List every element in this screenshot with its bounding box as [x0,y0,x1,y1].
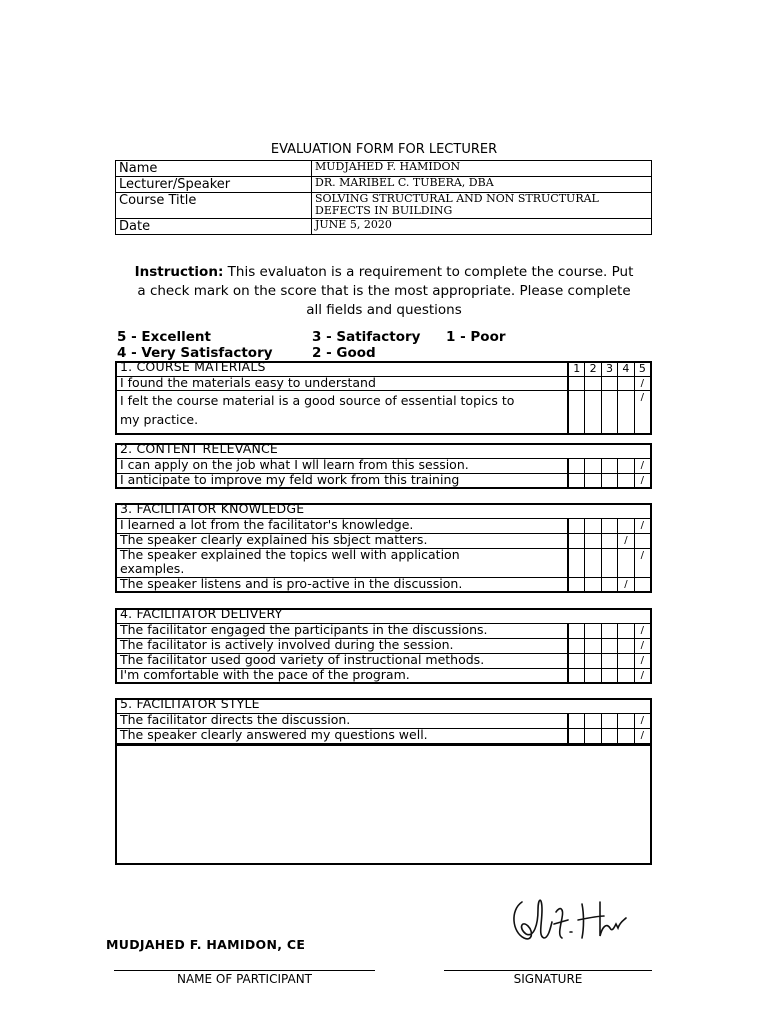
score-cell-3[interactable] [601,639,617,653]
score-header: 5 [634,363,650,376]
question-row [117,391,650,433]
question-text: The speaker explained the topics well with application examples. [120,547,460,576]
score-cell-3[interactable] [601,729,617,743]
score-cell-4[interactable] [617,474,633,487]
score-cell-5[interactable] [634,654,650,668]
question-text: I'm comfortable with the pace of the program. [120,667,410,682]
question-row [117,578,650,591]
instruction-label: Instruction: [134,264,224,280]
score-cell-4[interactable] [617,639,633,653]
score-cell-2[interactable] [584,377,600,390]
score-header-cells [567,363,650,376]
score-cells [567,474,650,487]
score-cell-4[interactable] [617,714,633,728]
section-facilitator-delivery [115,608,652,684]
question-text: I felt the course material is a good source of essential topics to my practice. [120,393,515,427]
signature-stroke-1 [514,900,552,939]
score-cell-4[interactable] [617,578,633,591]
legend-poor: 1 - Poor [446,329,506,345]
check-mark: / [640,730,645,741]
score-cell-5[interactable] [634,624,650,638]
question-text: The facilitator is actively involved during the session. [120,637,454,652]
score-cells [567,639,650,653]
question-text: I learned a lot from the facilitator's knowledge. [120,517,414,532]
signature-caption: SIGNATURE [513,972,583,986]
score-cells [567,714,650,728]
score-cell-4[interactable] [617,549,633,577]
participant-name: MUDJAHED F. HAMIDON, CE [106,937,306,952]
score-cell-4[interactable] [617,624,633,638]
score-cell-3[interactable] [601,519,617,533]
score-header: 4 [617,363,633,376]
score-cell-5[interactable] [634,578,650,591]
score-cell-2[interactable] [584,459,600,473]
question-text: I anticipate to improve my feld work from this training [120,472,460,487]
score-cell-5[interactable] [634,459,650,473]
question-row [117,474,650,487]
score-cell-1[interactable] [567,624,584,638]
score-cell-1[interactable] [567,377,584,390]
score-cell-3[interactable] [601,459,617,473]
signature-stroke-2 [554,909,572,938]
score-cell-3[interactable] [601,534,617,548]
score-cell-1[interactable] [567,474,584,487]
score-cell-2[interactable] [584,654,600,668]
info-table [115,160,652,235]
score-cell-5[interactable] [634,534,650,548]
instruction-text: This evaluaton is a requirement to complete the course. Put a check mark on the score that is the most appropriate. Please complete all fields and questions [137,264,634,318]
score-cell-4[interactable] [617,459,633,473]
name-caption: NAME OF PARTICIPANT [176,972,312,986]
check-mark: / [640,392,645,403]
instruction [130,263,638,320]
section-facilitator-style [115,698,652,745]
score-cell-3[interactable] [601,549,617,577]
question-text: The facilitator used good variety of instructional methods. [120,652,485,667]
info-row-date [116,219,652,235]
score-cell-3[interactable] [601,377,617,390]
score-cell-1[interactable] [567,391,584,433]
score-cell-2[interactable] [584,578,600,591]
score-cell-2[interactable] [584,639,600,653]
score-cell-1[interactable] [567,578,584,591]
score-cell-5[interactable] [634,714,650,728]
section-title: 2. CONTENT RELEVANCE [120,441,279,456]
score-cell-2[interactable] [584,714,600,728]
question-text: The speaker clearly explained his sbject matters. [120,532,428,547]
signature-image [508,888,628,952]
score-cell-5[interactable] [634,549,650,577]
score-cells [567,519,650,533]
signature-line [444,970,652,971]
question-text: The speaker clearly answered my questions well. [120,727,428,742]
section-content-relevance [115,443,652,489]
score-cell-4[interactable] [617,654,633,668]
check-mark: / [624,579,628,590]
score-cell-2[interactable] [584,549,600,577]
check-mark: / [640,640,645,651]
section-course-materials [115,361,652,435]
score-cell-4[interactable] [617,729,633,743]
score-cell-5[interactable] [634,377,650,390]
score-header: 2 [584,363,600,376]
info-label: Date [116,219,312,235]
score-cell-4[interactable] [617,669,633,682]
signature-stroke-3 [578,902,626,938]
score-cell-4[interactable] [617,377,633,390]
check-mark: / [640,670,645,681]
info-value: JUNE 5, 2020 [312,219,652,235]
score-cell-2[interactable] [584,519,600,533]
legend-good: 2 - Good [312,345,376,361]
score-cell-2[interactable] [584,474,600,487]
score-cell-3[interactable] [601,578,617,591]
score-cells [567,549,650,577]
score-cell-2[interactable] [584,391,600,433]
score-cells [567,654,650,668]
question-text: The facilitator directs the discussion. [120,712,351,727]
score-cell-5[interactable] [634,669,650,682]
info-label: Lecturer/Speaker [116,177,312,193]
info-row-course [116,193,652,219]
score-cell-1[interactable] [567,519,584,533]
score-cell-1[interactable] [567,534,584,548]
score-cell-3[interactable] [601,624,617,638]
score-cell-3[interactable] [601,669,617,682]
score-cell-2[interactable] [584,534,600,548]
score-cells [567,534,650,548]
check-mark: / [640,475,645,486]
score-cells [567,391,650,433]
question-row [117,729,650,743]
question-row [117,377,650,391]
score-cell-4[interactable] [617,534,633,548]
section-title: 3. FACILITATOR KNOWLEDGE [120,501,305,516]
score-cells [567,729,650,743]
info-label: Name [116,161,312,177]
question-text: I can apply on the job what I wll learn from this session. [120,457,469,472]
score-cell-4[interactable] [617,391,633,433]
check-mark: / [640,378,645,389]
info-label: Course Title [116,193,312,219]
info-row-name [116,161,652,177]
score-cell-1[interactable] [567,714,584,728]
check-mark: / [624,535,628,546]
score-header: 3 [601,363,617,376]
question-text: The speaker listens and is pro-active in the discussion. [120,576,463,591]
score-cell-5[interactable] [634,474,650,487]
check-mark: / [640,460,645,471]
score-cell-3[interactable] [601,714,617,728]
check-mark: / [640,625,645,636]
score-cell-4[interactable] [617,519,633,533]
section-facilitator-knowledge [115,503,652,593]
info-row-lecturer [116,177,652,193]
score-cell-2[interactable] [584,624,600,638]
info-value: MUDJAHED F. HAMIDON [312,161,652,177]
score-cell-2[interactable] [584,669,600,682]
score-cells [567,377,650,390]
name-line [114,970,375,971]
legend-very-satisfactory: 4 - Very Satisfactory [117,345,273,361]
check-mark: / [640,715,645,726]
score-cells [567,624,650,638]
score-cell-5[interactable] [634,391,650,433]
score-cell-1[interactable] [567,654,584,668]
score-cells [567,578,650,591]
info-value: DR. MARIBEL C. TUBERA, DBA [312,177,652,193]
legend-excellent: 5 - Excellent [117,329,211,345]
check-mark: / [640,655,645,666]
score-cell-1[interactable] [567,459,584,473]
score-cell-2[interactable] [584,729,600,743]
section-title: 1. COURSE MATERIALS [120,359,266,374]
check-mark: / [640,520,645,531]
score-cell-1[interactable] [567,549,584,577]
form-title: EVALUATION FORM FOR LECTURER [270,142,498,157]
question-text: I found the materials easy to understand [120,375,376,390]
section-title: 4. FACILITATOR DELIVERY [120,606,283,621]
question-row [117,669,650,682]
question-text: The facilitator engaged the participants in the discussions. [120,622,488,637]
score-header: 1 [567,363,584,376]
score-cell-3[interactable] [601,474,617,487]
score-cell-1[interactable] [567,669,584,682]
score-cell-3[interactable] [601,654,617,668]
score-cell-1[interactable] [567,729,584,743]
legend-satisfactory: 3 - Satifactory [312,329,421,345]
question-row [117,549,650,578]
score-cells [567,459,650,473]
score-cells [567,669,650,682]
score-cell-5[interactable] [634,519,650,533]
comments-box[interactable] [115,744,652,865]
score-cell-3[interactable] [601,391,617,433]
score-cell-1[interactable] [567,639,584,653]
score-cell-5[interactable] [634,729,650,743]
section-title: 5. FACILITATOR STYLE [120,696,260,711]
score-cell-5[interactable] [634,639,650,653]
info-value: SOLVING STRUCTURAL AND NON STRUCTURAL DEFECTS IN BUILDING [312,193,652,219]
check-mark: / [640,550,645,561]
